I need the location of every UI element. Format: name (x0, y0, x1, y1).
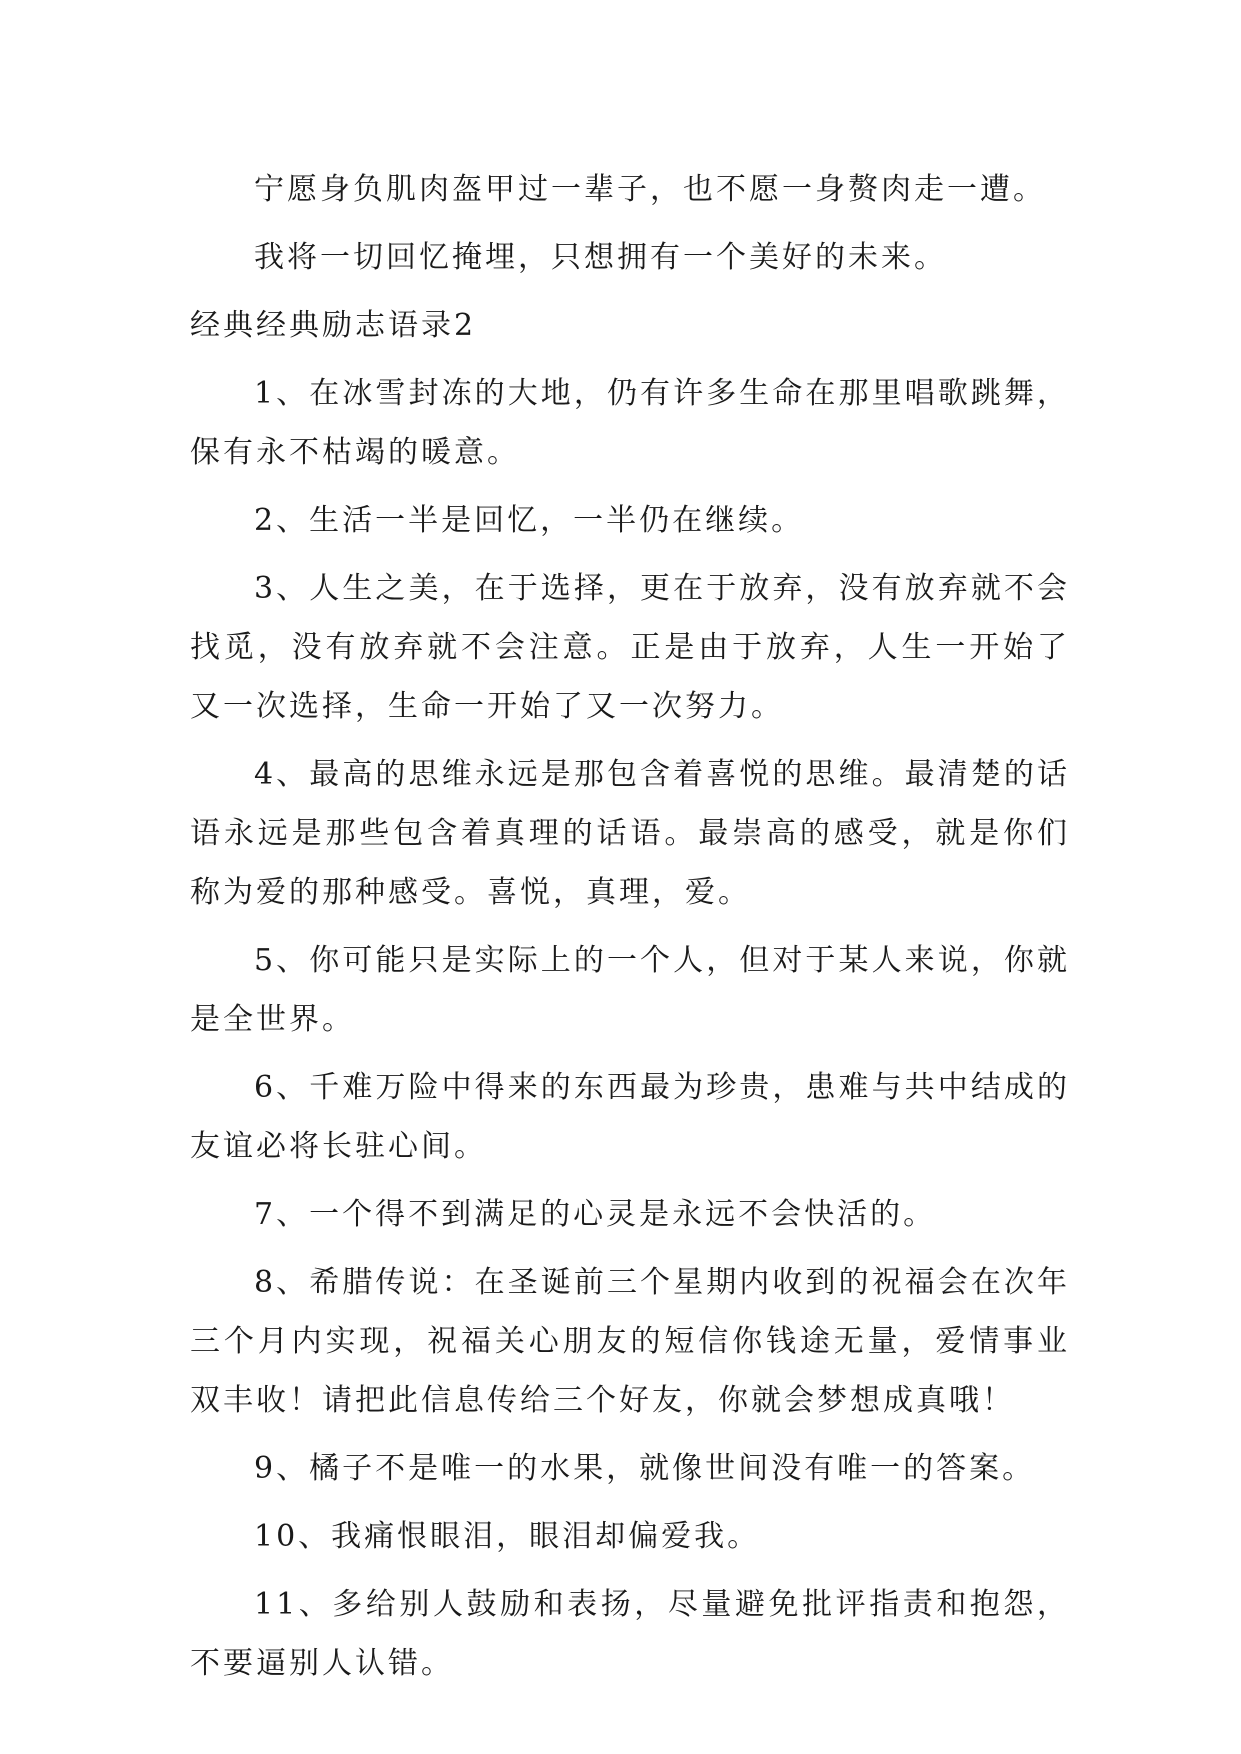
quote-item-5: 5、你可能只是实际上的一个人，但对于某人来说，你就是全世界。 (190, 943, 1070, 1037)
quote-item-11: 11、多给别人鼓励和表扬，尽量避免批评指责和抱怨，不要逼别人认错。 (190, 1587, 1070, 1681)
section-title: 经典经典励志语录2 (190, 308, 477, 343)
quote-item-10: 10、我痛恨眼泪，眼泪却偏爱我。 (254, 1519, 761, 1554)
quote-item-7: 7、一个得不到满足的心灵是永远不会快活的。 (254, 1197, 937, 1232)
quote-item-4: 4、最高的思维永远是那包含着喜悦的思维。最清楚的话语永远是那些包含着真理的话语。最崇高的感受，就是你们称为爱的那种感受。喜悦，真理，爱。 (190, 757, 1070, 910)
quote-item-8: 8、希腊传说：在圣诞前三个星期内收到的祝福会在次年三个月内实现，祝福关心朋友的短信你钱途无量，爱情事业双丰收！请把此信息传给三个好友，你就会梦想成真哦！ (190, 1265, 1070, 1418)
quote-item-1: 1、在冰雪封冻的大地，仍有许多生命在那里唱歌跳舞，保有永不枯竭的暖意。 (190, 376, 1070, 470)
quote-item-9: 9、橘子不是唯一的水果，就像世间没有唯一的答案。 (254, 1451, 1036, 1486)
quote-item-3: 3、人生之美，在于选择，更在于放弃，没有放弃就不会找觅，没有放弃就不会注意。正是由于放弃，人生一开始了又一次选择，生命一开始了又一次努力。 (190, 571, 1070, 724)
quote-item-6: 6、千难万险中得来的东西最为珍贵，患难与共中结成的友谊必将长驻心间。 (190, 1070, 1070, 1164)
intro-paragraph: 宁愿身负肌肉盔甲过一辈子，也不愿一身赘肉走一遭。 (254, 172, 1046, 207)
quote-item-2: 2、生活一半是回忆，一半仍在继续。 (254, 503, 805, 538)
document-body (190, 160, 1070, 1702)
intro-paragraph: 我将一切回忆掩埋，只想拥有一个美好的未来。 (254, 240, 947, 275)
